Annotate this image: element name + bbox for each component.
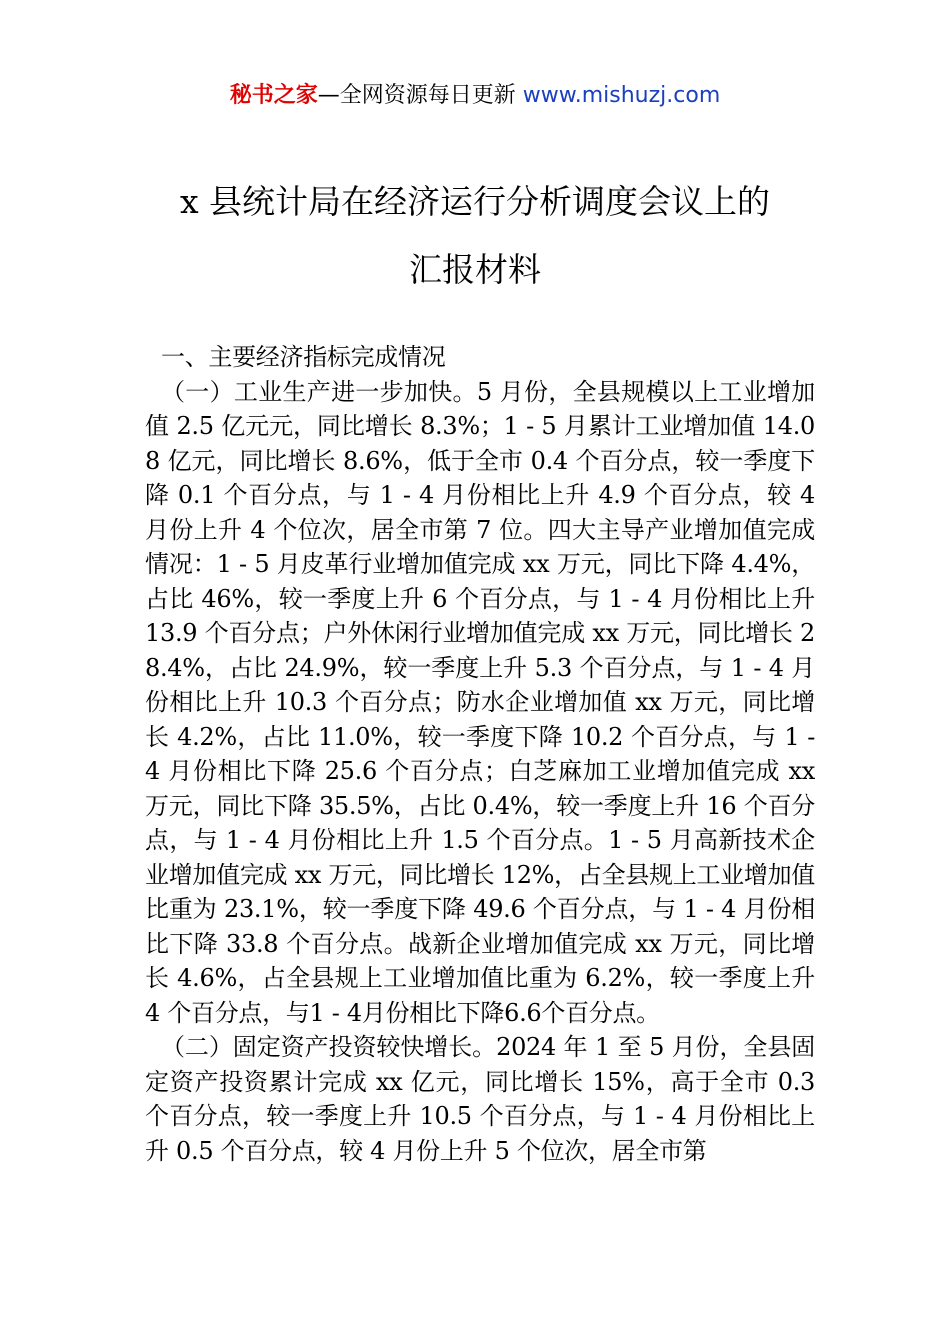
site-header: [0, 80, 950, 112]
site-brand: 秘书之家: [229, 83, 318, 108]
document-body: [145, 340, 815, 1168]
document-title: [100, 168, 850, 304]
title-line-2: 汇报材料: [409, 250, 541, 289]
title-line-1: x 县统计局在经济运行分析调度会议上的: [179, 182, 771, 221]
site-tagline: —全网资源每日更新: [317, 83, 523, 108]
site-url-link[interactable]: www.mishuzj.com: [522, 83, 721, 108]
paragraph-fixed-asset-investment: （二）固定资产投资较快增长。2024 年 1 至 5 月份，全县固定资产投资累计完成 xx 亿元，同比增长 15%，高于全市 0.3 个百分点，较一季度上升 10.5 个百分点，与 1 - 4 月份相比上升 0.5 个百分点，较 4 月份上升 5 个位次，居全市第: [145, 1033, 815, 1165]
paragraph-industrial-production: （一）工业生产进一步加快。5 月份，全县规模以上工业增加值 2.5 亿元元，同比增长 8.3%；1 - 5 月累计工业增加值 14.08 亿元，同比增长 8.6%，低于全市 0.4 个百分点，较一季度下降 0.1 个百分点，与 1 - 4 月份相比上升 4.9 个百分点，较 4 月份上升 4 个位次，居全市第 7 位。四大主导产业增加值完成情况：1 - 5 月皮革行业增加值完成 xx 万元，同比下降 4.4%，占比 46%，较一季度上升 6 个百分点，与 1 - 4 月份相比上升 13.9 个百分点；户外休闲行业增加值完成 xx 万元，同比增长 28.4%，占比 24.9%，较一季度上升 5.3 个百分点，与 1 - 4 月份相比上升 10.3 个百分点；防水企业增加值 xx 万元，同比增长 4.2%，占比 11.0%，较一季度下降 10.2 个百分点，与 1 - 4 月份相比下降 25.6 个百分点；白芝麻加工业增加值完成 xx 万元，同比下降 35.5%，占比 0.4%，较一季度上升 16 个百分点，与 1 - 4 月份相比上升 1.5 个百分点。1 - 5 月高新技术企业增加值完成 xx 万元，同比增长 12%，占全县规上工业增加值比重为 23.1%，较一季度下降 49.6 个百分点，与 1 - 4 月份相比下降 33.8 个百分点。战新企业增加值完成 xx 万元，同比增长 4.6%，占全县规上工业增加值比重为 6.2%，较一季度上升 4 个百分点，与1 - 4月份相比下降6.6个百分点。: [145, 377, 815, 1027]
section-heading-1: 一、主要经济指标完成情况: [161, 343, 446, 371]
